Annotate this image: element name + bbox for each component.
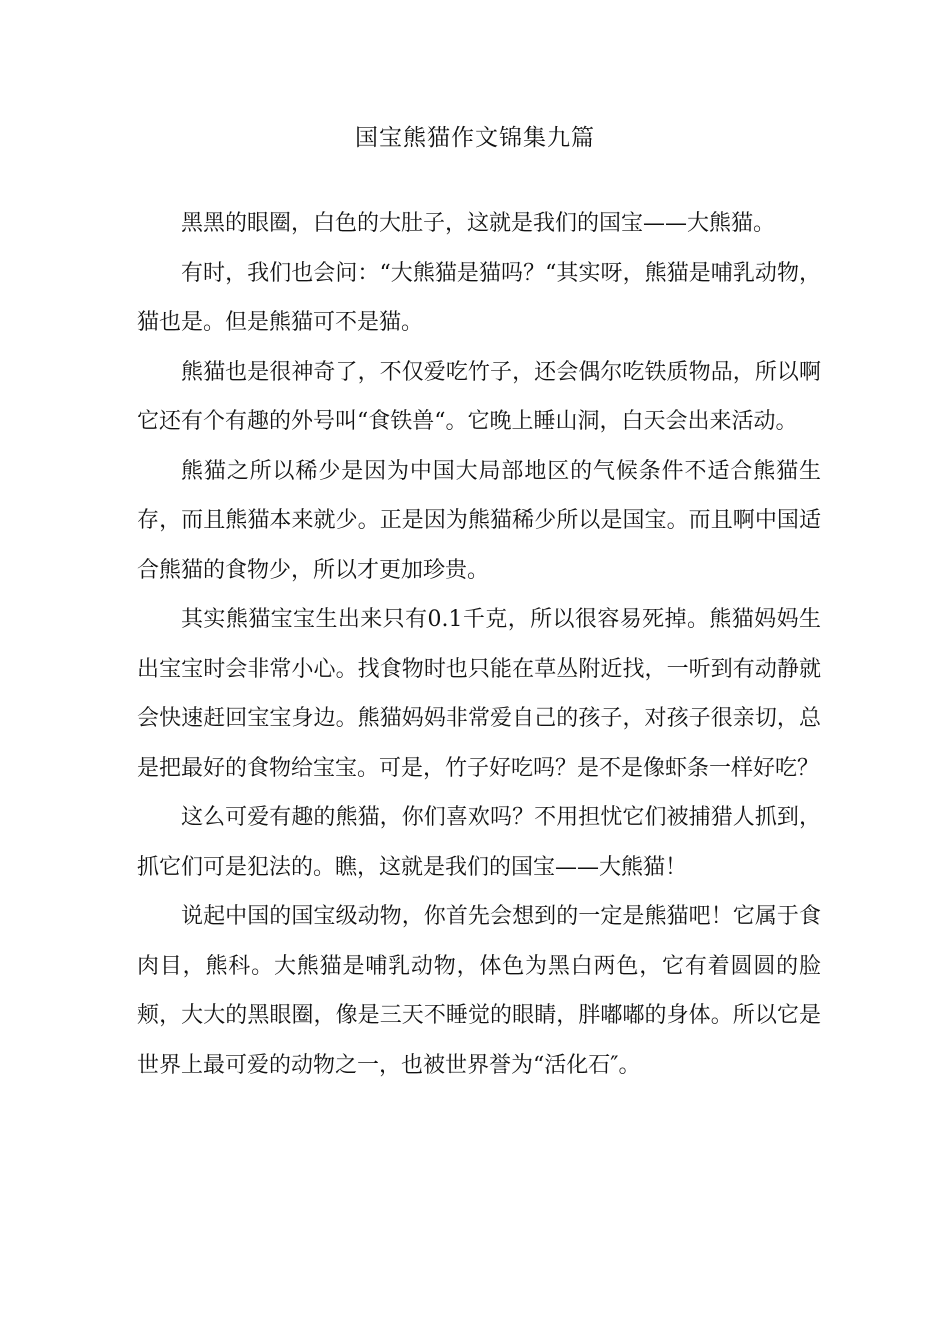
paragraph: 有时，我们也会问：“大熊猫是猫吗？“其实呀，熊猫是哺乳动物，猫也是。但是熊猫可不是猫。 [137, 260, 821, 335]
paragraph: 说起中国的国宝级动物，你首先会想到的一定是熊猫吧！它属于食肉目，熊科。大熊猫是哺乳动物，体色为黑白两色，它有着圆圆的脸颊，大大的黑眼圈，像是三天不睡觉的眼睛，胖嘟嘟的身体。所以它是世界上最可爱的动物之一，也被世界誉为“活化石″。 [137, 904, 821, 1078]
document-body [137, 199, 821, 1090]
paragraph: 熊猫也是很神奇了，不仅爱吃竹子，还会偶尔吃铁质物品，所以啊它还有个有趣的外号叫“食铁兽“。它晚上睡山洞，白天会出来活动。 [137, 359, 821, 434]
paragraph: 熊猫之所以稀少是因为中国大局部地区的气候条件不适合熊猫生存，而且熊猫本来就少。正是因为熊猫稀少所以是国宝。而且啊中国适合熊猫的食物少，所以才更加珍贵。 [137, 458, 821, 583]
paragraph: 其实熊猫宝宝生出来只有0.1千克，所以很容易死掉。熊猫妈妈生出宝宝时会非常小心。找食物时也只能在草丛附近找，一听到有动静就会快速赶回宝宝身边。熊猫妈妈非常爱自己的孩子，对孩子很亲切，总是把最好的食物给宝宝。可是，竹子好吃吗？是不是像虾条一样好吃？ [137, 607, 821, 781]
document-title: 国宝熊猫作文锦集九篇 [355, 125, 595, 151]
paragraph: 这么可爱有趣的熊猫，你们喜欢吗？不用担忧它们被捕猎人抓到，抓它们可是犯法的。瞧，这就是我们的国宝——大熊猫！ [137, 805, 821, 880]
paragraph: 黑黑的眼圈，白色的大肚子，这就是我们的国宝——大熊猫。 [181, 211, 776, 236]
